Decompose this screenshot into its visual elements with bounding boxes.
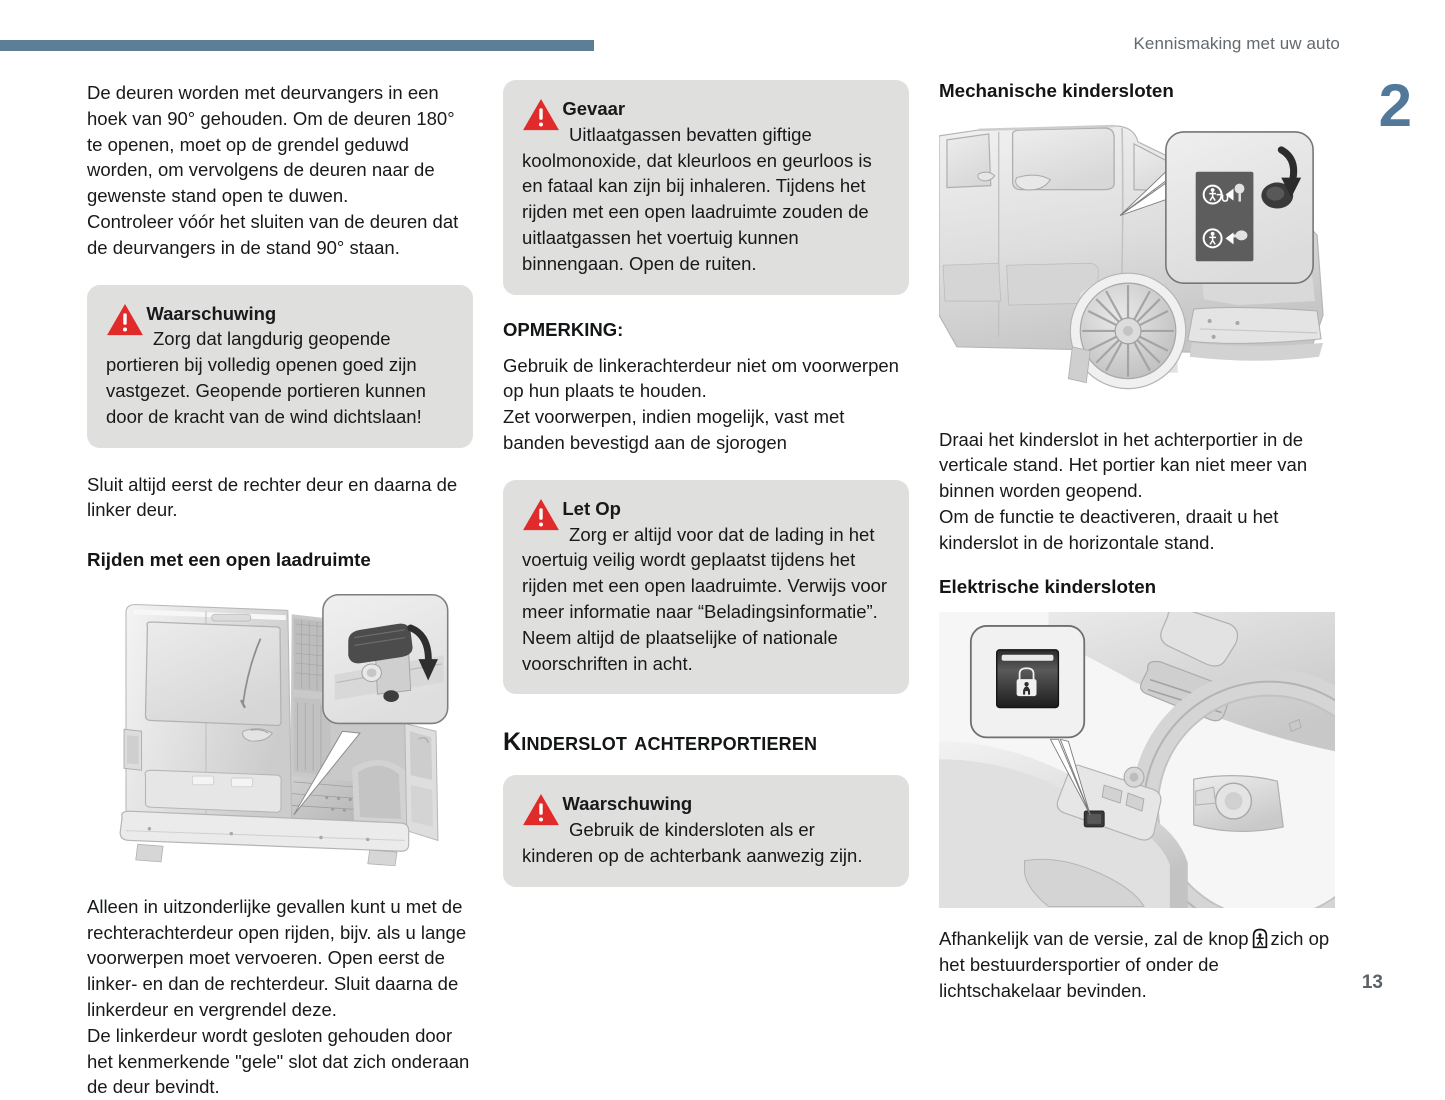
- warning-triangle-icon: [522, 98, 560, 132]
- warning-callout-doors: [87, 285, 473, 448]
- spacer: [87, 261, 473, 285]
- figure-driver-door-child-lock-button: [939, 612, 1335, 909]
- right-paragraph-2: Om de functie te deactiveren, draait u het kinderslot in de horizontale stand.: [939, 505, 1279, 553]
- caution-callout-body: Zorg er altijd voor dat de lading in het voertuig veilig wordt geplaatst tijdens het rijden met een open laadruimte. Verwijs voor meer informatie naar “Beladingsinformatie”. Neem altijd de plaatselijke of nationale voorschriften in acht.: [522, 523, 888, 674]
- spacer: [87, 448, 473, 472]
- caution-callout-title: Let Op: [562, 497, 621, 519]
- figure-side-van-child-lock-label: [939, 116, 1335, 403]
- column-right: [939, 80, 1335, 1100]
- warning-callout-body: Zorg dat langdurig geopende portieren bij volledig openen goed zijn vastgezet. Geopende portieren kunnen door de kracht van de wind dichtslaan!: [106, 328, 426, 427]
- left-intro-paragraph-1: De deuren worden met deurvangers in een hoek van 90° gehouden. Om de deuren 180° te openen, moet op de grendel geduwd worden, om vervolgens de deuren naar de gewenste stand open te duwen.: [87, 82, 455, 207]
- column-left: [87, 80, 473, 1100]
- warning-triangle-icon: [106, 303, 144, 337]
- note-body-1: Gebruik de linkerachterdeur niet om voorwerpen op hun plaats te houden.: [503, 354, 899, 402]
- subheading-rijden-open-laadruimte: Rijden met een open laadruimte: [87, 549, 371, 571]
- header-accent-bar: [0, 40, 594, 51]
- spacer: [939, 908, 1335, 926]
- note-body-2: Zet voorwerpen, indien mogelijk, vast met banden bevestigd aan de sjorogen: [503, 406, 845, 453]
- section-title-kinderslot: Kinderslot achterportieren: [503, 728, 818, 757]
- caution-callout-load: [503, 480, 909, 695]
- column-middle: [503, 80, 909, 1100]
- danger-callout-exhaust: [503, 80, 909, 295]
- left-closing-paragraph-2: De linkerdeur wordt gesloten gehouden door het kenmerkende "gele" slot dat zich onderaan de deur bevindt.: [87, 1024, 470, 1098]
- left-paragraph-after-warning: Sluit altijd eerst de rechter deur en daarna de linker deur.: [87, 473, 458, 521]
- warning-childlocks-title: Waarschuwing: [562, 793, 693, 815]
- spacer: [87, 870, 473, 894]
- running-header-title: Kennismaking met uw auto: [1133, 34, 1340, 53]
- right-paragraph-3-part-2: zich op het bestuurdersportier of onder de lichtschakelaar bevinden.: [939, 928, 1330, 1001]
- left-closing-paragraph-1: Alleen in uitzonderlijke gevallen kunt u met de rechterachterdeur open rijden, bijv. als u lange voorwerpen moet vervoeren. Open eerst de linker- en dan de rechterdeur. Sluit daarna de linkerdeur en vergrendel deze.: [87, 895, 467, 1020]
- right-paragraph-1: Draai het kinderslot in het achterportier in de verticale stand. Het portier kan niet meer van binnen worden geopend.: [939, 428, 1308, 502]
- warning-childlocks-body: Gebruik de kindersloten als er kinderen op de achterbank aanwezig zijn.: [522, 819, 863, 866]
- warning-callout-childlocks: [503, 775, 909, 886]
- figure-rear-van-open-door: [87, 585, 473, 870]
- subheading-mechanische-kindersloten: Mechanische kindersloten: [939, 80, 1174, 101]
- danger-callout-title: Gevaar: [562, 98, 626, 119]
- subheading-elektrische-kindersloten: Elektrische kindersloten: [939, 575, 1157, 597]
- page-body-columns: [87, 80, 1335, 1100]
- chapter-number-marker: 2: [1378, 72, 1412, 139]
- note-label-opmerking: OPMERKING:: [503, 318, 624, 340]
- page-number: 13: [1361, 972, 1383, 993]
- warning-triangle-icon: [522, 498, 560, 532]
- danger-callout-body: Uitlaatgassen bevatten giftige koolmonoxide, dat kleurloos en geurloos is en fataal kan zijn bij inhaleren. Tijdens het rijden met een open laadruimte zouden de uitlaatgassen het voertuig kunnen binnengaan. Open de ruiten.: [522, 123, 872, 274]
- right-paragraph-3: [939, 926, 1335, 1003]
- warning-callout-title: Waarschuwing: [146, 302, 277, 324]
- right-paragraph-3-part-1: Afhankelijk van de versie, zal de knop: [939, 928, 1249, 950]
- child-lock-pictogram-icon: [1250, 928, 1270, 949]
- spacer: [939, 403, 1335, 427]
- warning-triangle-icon: [522, 793, 560, 827]
- spacer: [503, 295, 909, 319]
- left-intro-paragraph-2: Controleer vóór het sluiten van de deuren dat de deurvangers in de stand 90° staan.: [87, 210, 459, 258]
- spacer: [503, 456, 909, 480]
